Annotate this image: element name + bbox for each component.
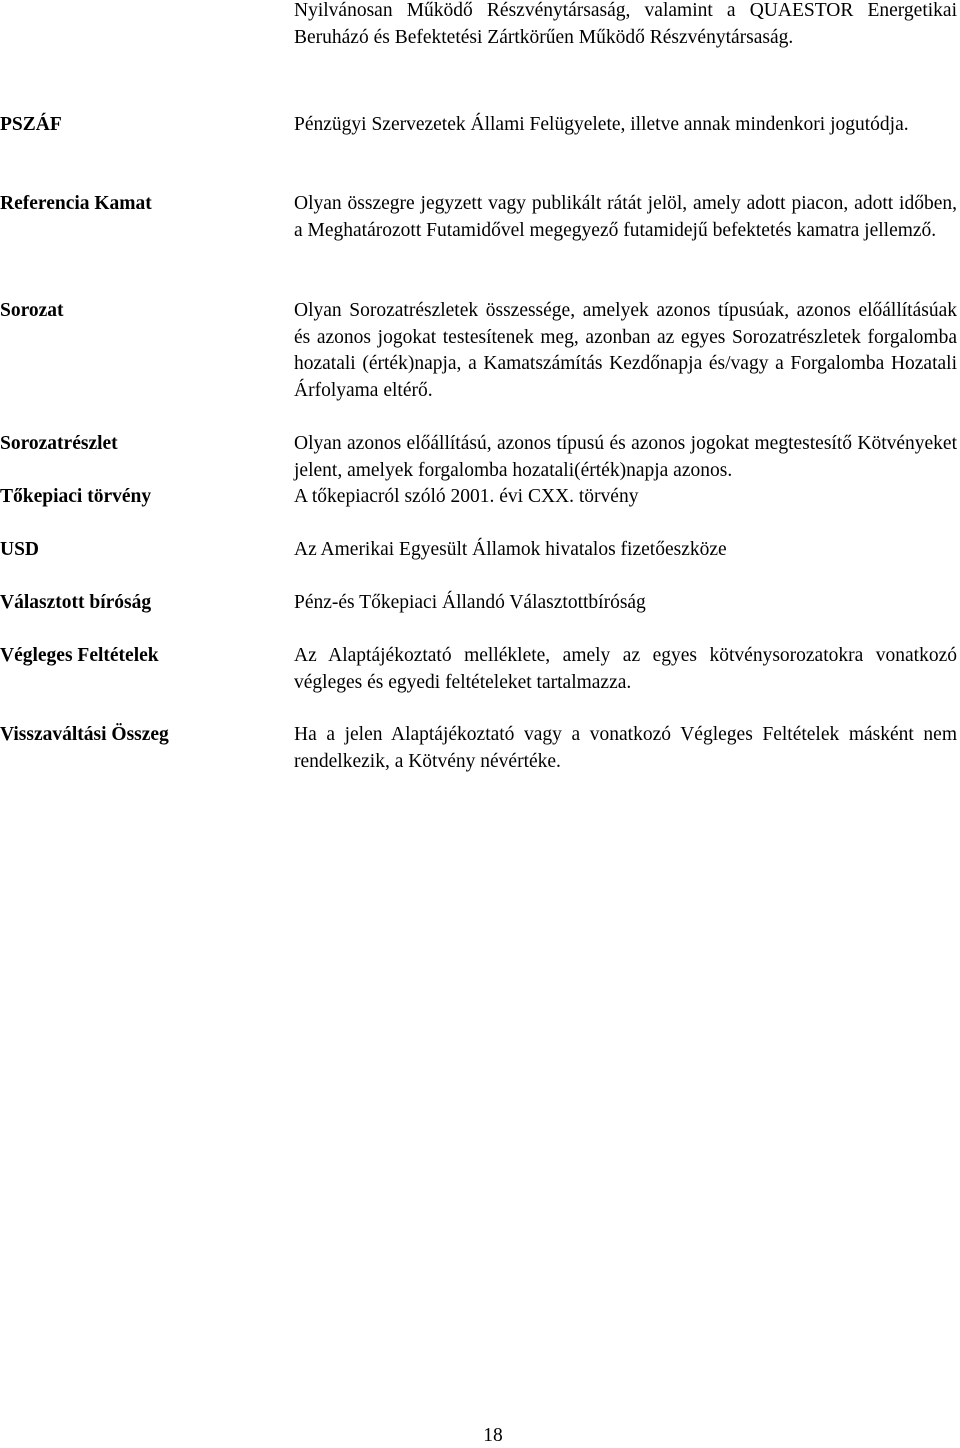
term-referencia-kamat: Referencia Kamat xyxy=(0,193,152,214)
definition-usd: Az Amerikai Egyesült Államok hivatalos fizetőeszköze xyxy=(294,539,727,560)
definition-tokepiaci-torveny: A tőkepiacról szóló 2001. évi CXX. törvény xyxy=(294,486,639,507)
term-sorozat: Sorozat xyxy=(0,300,64,321)
definition-sorozat: Olyan Sorozatrészletek összessége, amelyek azonos típusúak, azonos előállításúak és azonos jogokat testesítenek meg, azonban az egyes Sorozatrészletek forgalomba hozatali (érték)napja, a Kamatszámítás Kezdőnapja és/vagy a Forgalomba Hozatali Árfolyama eltérő. xyxy=(294,300,957,401)
term-tokepiaci-torveny: Tőkepiaci törvény xyxy=(0,486,152,507)
term-usd: USD xyxy=(0,539,40,560)
definition-sorozatreszlet: Olyan azonos előállítású, azonos típusú és azonos jogokat megtestesítő Kötvényeket jelent, amelyek forgalomba hozatali(érték)napja azonos. xyxy=(294,433,957,481)
term-pszaf: PSZÁF xyxy=(0,114,62,135)
term-sorozatreszlet: Sorozatrészlet xyxy=(0,433,118,454)
definition-valasztott-birosag: Pénz-és Tőkepiaci Állandó Választottbíróság xyxy=(294,592,646,613)
continuation-text: Nyilvánosan Működő Részvénytársaság, valamint a QUAESTOR Energetikai Beruházó és Befektetési Zártkörűen Működő Részvénytársaság. xyxy=(294,0,957,48)
term-valasztott-birosag: Választott bíróság xyxy=(0,592,152,613)
term-visszavaltasi-osszeg: Visszaváltási Összeg xyxy=(0,724,169,745)
definition-vegleges-feltetelek: Az Alaptájékoztató melléklete, amely az egyes kötvénysorozatokra vonatkozó végleges és egyedi feltételeket tartalmazza. xyxy=(294,645,957,693)
page-number: 18 xyxy=(483,1425,503,1446)
definition-referencia-kamat: Olyan összegre jegyzett vagy publikált rátát jelöl, amely adott piacon, adott időben, a Meghatározott Futamidővel megegyező futamidejű befektetés kamatra jellemző. xyxy=(294,193,957,241)
definition-visszavaltasi-osszeg: Ha a jelen Alaptájékoztató vagy a vonatkozó Végleges Feltételek másként nem rendelkezik, a Kötvény névértéke. xyxy=(294,724,957,772)
definition-pszaf: Pénzügyi Szervezetek Állami Felügyelete, illetve annak mindenkori jogutódja. xyxy=(294,114,909,135)
term-vegleges-feltetelek: Végleges Feltételek xyxy=(0,645,159,666)
